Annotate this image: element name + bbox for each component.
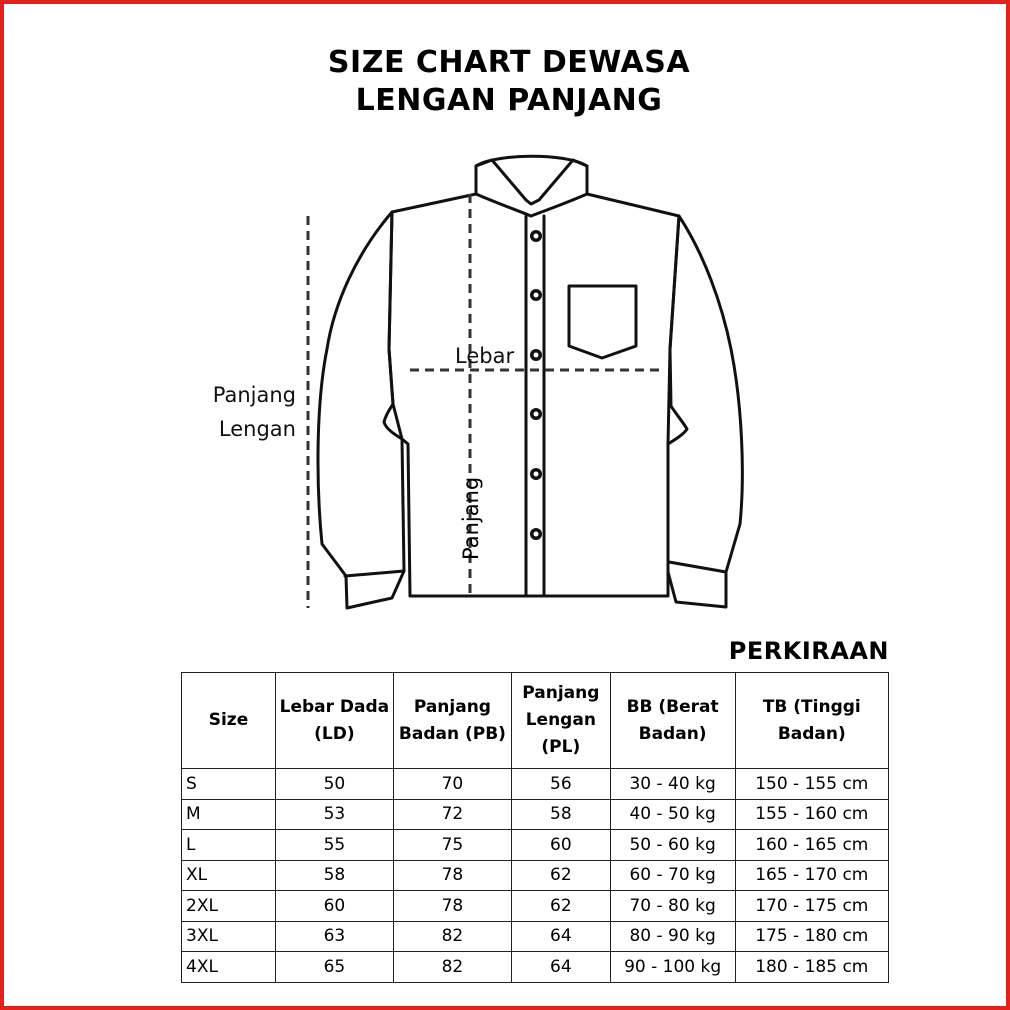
cell-chest-width: 58 [275, 860, 393, 891]
table-row [182, 769, 889, 800]
table-row [182, 921, 889, 952]
table-body [182, 769, 889, 983]
cell-height: 155 - 160 cm [735, 799, 888, 830]
column-header-text: Badan (PB) [398, 723, 506, 744]
cell-body-length: 70 [393, 769, 511, 800]
sleeve-length-label-line-2: Lengan [218, 417, 296, 441]
cell-chest-width: 63 [275, 921, 393, 952]
column-header-text: BB (Berat [626, 696, 719, 717]
cell-height: 160 - 165 cm [735, 830, 888, 861]
column-header-text: Lengan [525, 710, 596, 730]
table-header-row [182, 673, 889, 769]
cell-body-length: 75 [393, 830, 511, 861]
cell-height: 170 - 175 cm [735, 891, 888, 922]
shirt-diagram [4, 4, 1010, 644]
left-cuff-line [345, 571, 404, 576]
column-header-weight [610, 673, 735, 769]
column-header-body-length [393, 673, 511, 769]
cell-size: L [182, 830, 276, 861]
column-header-text: Panjang [522, 683, 600, 703]
chest-pocket [569, 286, 636, 358]
cell-chest-width: 53 [275, 799, 393, 830]
column-header-text: (LD) [314, 723, 355, 744]
cell-body-length: 82 [393, 921, 511, 952]
cell-body-length: 78 [393, 860, 511, 891]
table-row [182, 891, 889, 922]
chest-width-label: Lebar [455, 344, 515, 368]
cell-weight: 70 - 80 kg [610, 891, 735, 922]
column-header-size [182, 673, 276, 769]
column-header-chest-width [275, 673, 393, 769]
cell-weight: 30 - 40 kg [610, 769, 735, 800]
column-header-text: Size [208, 710, 249, 730]
column-header-text: TB (Tinggi [762, 696, 861, 717]
title-line-2: LENGAN PANJANG [355, 83, 663, 118]
cell-weight: 40 - 50 kg [610, 799, 735, 830]
table-row [182, 860, 889, 891]
column-header-text: (PL) [541, 737, 581, 757]
size-table [181, 672, 889, 983]
cell-body-length: 82 [393, 952, 511, 983]
cell-chest-width: 60 [275, 891, 393, 922]
cell-height: 150 - 155 cm [735, 769, 888, 800]
cell-sleeve-length: 56 [512, 769, 611, 800]
cell-sleeve-length: 62 [512, 860, 611, 891]
cell-height: 180 - 185 cm [735, 952, 888, 983]
table-row [182, 952, 889, 983]
right-sleeve-outline [668, 216, 742, 607]
cell-sleeve-length: 58 [512, 799, 611, 830]
buttons-group [530, 230, 542, 540]
cell-weight: 80 - 90 kg [610, 921, 735, 952]
right-cuff-line [669, 562, 726, 572]
cell-body-length: 72 [393, 799, 511, 830]
estimate-heading: PERKIRAAN [728, 637, 889, 665]
column-header-text: Badan) [777, 723, 846, 744]
cell-size: XL [182, 860, 276, 891]
cell-chest-width: 50 [275, 769, 393, 800]
title-line-1: SIZE CHART DEWASA [327, 45, 691, 80]
cell-weight: 50 - 60 kg [610, 830, 735, 861]
cell-chest-width: 55 [275, 830, 393, 861]
cell-size: 3XL [182, 921, 276, 952]
column-header-text: Lebar Dada [279, 696, 390, 717]
column-header-height [735, 673, 888, 769]
table-row [182, 830, 889, 861]
cell-size: 4XL [182, 952, 276, 983]
cell-weight: 60 - 70 kg [610, 860, 735, 891]
column-header-text: Panjang [413, 696, 491, 717]
cell-chest-width: 65 [275, 952, 393, 983]
cell-size: 2XL [182, 891, 276, 922]
cell-height: 165 - 170 cm [735, 860, 888, 891]
column-header-text: Badan) [638, 723, 707, 744]
sleeve-length-label-line-1: Panjang [212, 383, 296, 407]
body-length-label: Panjang [459, 476, 483, 560]
cell-height: 175 - 180 cm [735, 921, 888, 952]
cell-weight: 90 - 100 kg [610, 952, 735, 983]
cell-body-length: 78 [393, 891, 511, 922]
sleeve-length-label [196, 378, 296, 446]
table-row [182, 799, 889, 830]
cell-sleeve-length: 60 [512, 830, 611, 861]
cell-sleeve-length: 64 [512, 921, 611, 952]
cell-size: S [182, 769, 276, 800]
cell-sleeve-length: 62 [512, 891, 611, 922]
cell-sleeve-length: 64 [512, 952, 611, 983]
cell-size: M [182, 799, 276, 830]
column-header-sleeve-length [512, 673, 611, 769]
